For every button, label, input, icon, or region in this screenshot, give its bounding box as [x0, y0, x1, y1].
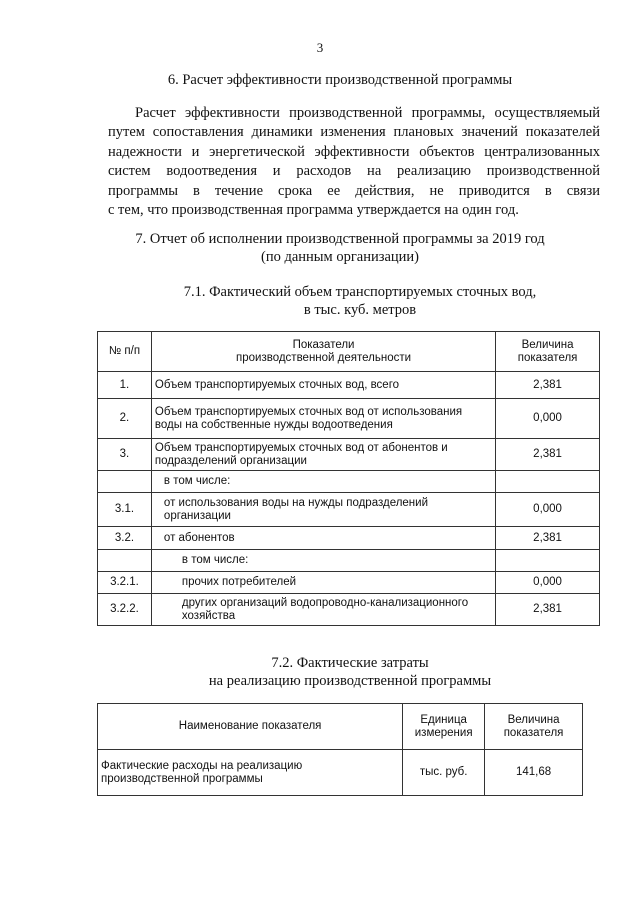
section-7-2-title-line2: на реализацию производственной программы: [208, 673, 492, 689]
row-name: от использования воды на нужды подразделений организации: [151, 493, 495, 527]
row-value: 0,000: [496, 399, 600, 439]
row-value: 2,381: [496, 439, 600, 471]
row-name: Объем транспортируемых сточных вод от абонентов и подразделений организации: [151, 439, 495, 471]
table-row: [98, 372, 600, 399]
col-header-name: [151, 332, 495, 372]
page-number: 3: [316, 40, 324, 55]
row-name: других организаций водопроводно-канализационного хозяйства: [151, 594, 495, 626]
col-header-value-line1: Величина: [521, 338, 574, 351]
section-7-2-title: [90, 654, 610, 690]
paragraph-line: надежности и энергетической эффективности объектов централизованных: [108, 143, 600, 160]
col-header-value: [485, 704, 583, 750]
row-name: Объем транспортируемых сточных вод, всего: [151, 372, 495, 399]
paragraph-line: с тем, что производственная программа утверждается на один год.: [108, 202, 519, 219]
col-header-unit-line1: Единица: [420, 713, 467, 726]
row-name: в том числе:: [151, 550, 495, 572]
section-6-paragraph: [108, 104, 600, 220]
row-num: [98, 471, 152, 493]
table-row: [98, 399, 600, 439]
section-7-title-line2: (по данным организации): [260, 249, 419, 265]
table-row: [98, 439, 600, 471]
row-num: 2.: [98, 399, 152, 439]
row-num: 3.2.1.: [98, 572, 152, 594]
section-7-1-title: [120, 283, 600, 319]
col-header-name: Наименование показателя: [98, 704, 403, 750]
table-row: [98, 471, 600, 493]
col-header-unit: [403, 704, 485, 750]
col-header-value: [496, 332, 600, 372]
row-value: [496, 471, 600, 493]
paragraph-line: путем сопоставления динамики изменения плановых значений показателей: [108, 124, 600, 141]
row-value: 0,000: [496, 493, 600, 527]
row-value: 141,68: [485, 750, 583, 796]
table-row: [98, 594, 600, 626]
col-header-unit-line2: измерения: [414, 726, 473, 739]
costs-table: [97, 703, 583, 796]
row-name: в том числе:: [151, 471, 495, 493]
table-row: [98, 527, 600, 550]
col-header-value-line1: Величина: [507, 713, 560, 726]
section-7-1-title-line1: 7.1. Фактический объем транспортируемых сточных вод,: [183, 284, 537, 300]
row-value: [496, 550, 600, 572]
row-name: от абонентов: [151, 527, 495, 550]
paragraph-line: систем водоотведения и расходов на реализацию производственной: [108, 163, 600, 180]
row-name: прочих потребителей: [151, 572, 495, 594]
row-name: Объем транспортируемых сточных вод от использования воды на собственные нужды водоотведения: [151, 399, 495, 439]
section-7-title-line1: 7. Отчет об исполнении производственной программы за 2019 год: [135, 231, 545, 247]
volume-table: [97, 331, 600, 626]
table-row: [98, 750, 583, 796]
table-row: [98, 493, 600, 527]
table-header-row: [98, 332, 600, 372]
table-row: [98, 550, 600, 572]
row-num: 3.1.: [98, 493, 152, 527]
row-value: 2,381: [496, 594, 600, 626]
row-num: 1.: [98, 372, 152, 399]
section-7-title: [90, 230, 590, 266]
row-value: 2,381: [496, 372, 600, 399]
row-name: Фактические расходы на реализацию производственной программы: [98, 750, 403, 796]
col-header-value-line2: показателя: [517, 351, 578, 364]
row-num: 3.: [98, 439, 152, 471]
row-num: 3.2.: [98, 527, 152, 550]
col-header-value-line2: показателя: [503, 726, 564, 739]
paragraph-line: программы в течение срока ее действия, не приводится в связи: [108, 182, 600, 199]
section-7-1-title-line2: в тыс. куб. метров: [303, 302, 417, 318]
paragraph-line: Расчет эффективности производственной программы, осуществляемый: [135, 105, 600, 121]
section-7-2-title-line1: 7.2. Фактические затраты: [271, 655, 429, 671]
table-row: [98, 572, 600, 594]
row-unit: тыс. руб.: [403, 750, 485, 796]
col-header-name-line1: Показатели: [292, 338, 355, 351]
table-header-row: [98, 704, 583, 750]
col-header-name-line2: производственной деятельности: [236, 351, 412, 364]
row-num: [98, 550, 152, 572]
section-6-title: 6. Расчет эффективности производственной программы: [167, 72, 513, 88]
col-header-num: № п/п: [98, 332, 152, 372]
row-value: 0,000: [496, 572, 600, 594]
row-value: 2,381: [496, 527, 600, 550]
row-num: 3.2.2.: [98, 594, 152, 626]
